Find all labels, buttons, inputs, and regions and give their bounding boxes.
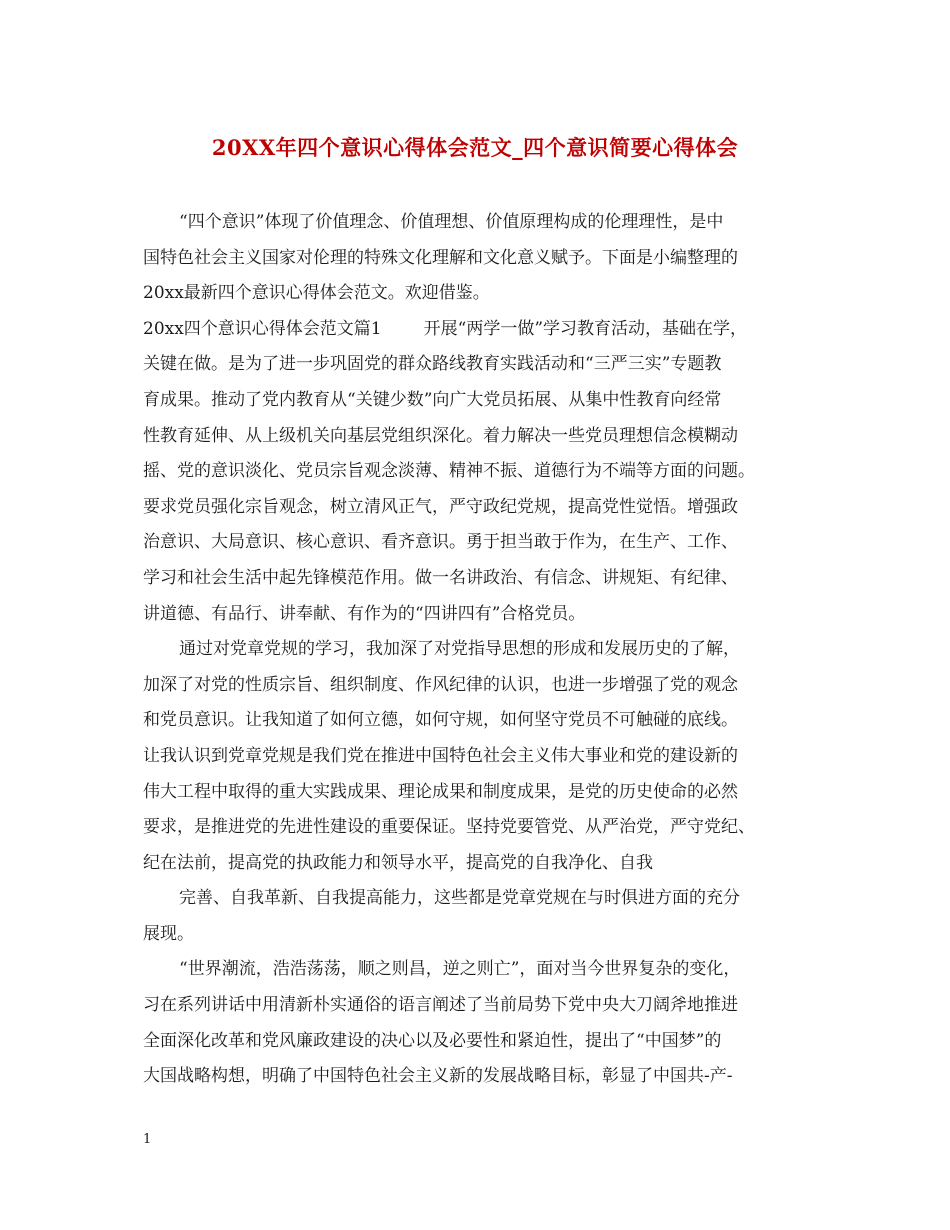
page-number: 1 — [143, 1132, 152, 1147]
page-title: 20XX年四个意识心得体会范文_四个意识简要心得体会 — [211, 135, 739, 160]
text-line: 习在系列讲话中用清新朴实通俗的语言阐述了当前局势下党中央大刀阔斧地推进 — [143, 995, 738, 1016]
text-line: 要求党员强化宗旨观念，树立清风正气，严守政纪党规，提高党性觉悟。增强政 — [143, 496, 738, 517]
text-line: 让我认识到党章党规是我们党在推进中国特色社会主义伟大事业和党的建设新的 — [143, 745, 738, 766]
text-line-with-heading — [143, 312, 811, 348]
text-line: “世界潮流，浩浩荡荡，顺之则昌，逆之则亡”，面对当今世界复杂的变化， — [179, 959, 741, 980]
text-line: 关键在做。是为了进一步巩固党的群众路线教育实践活动和“三严三实”专题教 — [143, 354, 722, 375]
document-body — [143, 205, 811, 1095]
text-line: 国特色社会主义国家对伦理的特殊文化理解和文化意义赋予。下面是小编整理的 — [143, 247, 738, 268]
text-line: 20xx最新四个意识心得体会范文。欢迎借鉴。 — [143, 283, 490, 304]
text-line: 加深了对党的性质宗旨、组织制度、作风纪律的认识，也进一步增强了党的观念 — [143, 674, 738, 695]
text-line: 纪在法前，提高党的执政能力和领导水平，提高党的自我净化、自我 — [143, 852, 653, 873]
text-line: 全面深化改革和党风廉政建设的决心以及必要性和紧迫性，提出了“中国梦”的 — [143, 1030, 722, 1051]
text-line: 讲道德、有品行、讲奉献、有作为的“四讲四有”合格党员。 — [143, 603, 586, 624]
section-heading: 20xx四个意识心得体会范文篇1 — [143, 318, 382, 339]
text-line: 和党员意识。让我知道了如何立德，如何守规，如何坚守党员不可触碰的底线。 — [143, 710, 738, 731]
text-segment: 开展“两学一做”学习教育活动，基础在学， — [423, 318, 748, 339]
text-line: 完善、自我革新、自我提高能力，这些都是党章党规在与时俱进方面的充分 — [179, 888, 740, 909]
text-line: 通过对党章党规的学习，我加深了对党指导思想的形成和发展历史的了解， — [179, 639, 740, 660]
text-line: 性教育延伸、从上级机关向基层党组织深化。着力解决一些党员理想信念模糊动 — [143, 425, 738, 446]
text-line: 学习和社会生活中起先锋模范作用。做一名讲政治、有信念、讲规矩、有纪律、 — [143, 567, 738, 588]
text-line: 大国战略构想，明确了中国特色社会主义新的发展战略目标，彰显了中国共-产- — [143, 1066, 733, 1087]
text-line: 伟大工程中取得的重大实践成果、理论成果和制度成果，是党的历史使命的必然 — [143, 781, 738, 802]
text-line: 治意识、大局意识、核心意识、看齐意识。勇于担当敢于作为，在生产、工作、 — [143, 532, 738, 553]
text-line: 展现。 — [143, 923, 194, 944]
text-line: 要求，是推进党的先进性建设的重要保证。坚持党要管党、从严治党，严守党纪、 — [143, 817, 755, 838]
text-line: 育成果。推动了党内教育从“关键少数”向广大党员拓展、从集中性教育向经常 — [143, 389, 722, 410]
text-line: 摇、党的意识淡化、党员宗旨观念淡薄、精神不振、道德行为不端等方面的问题。 — [143, 461, 755, 482]
text-line: “四个意识”体现了价值理念、价值理想、价值原理构成的伦理理性，是中 — [179, 212, 724, 232]
